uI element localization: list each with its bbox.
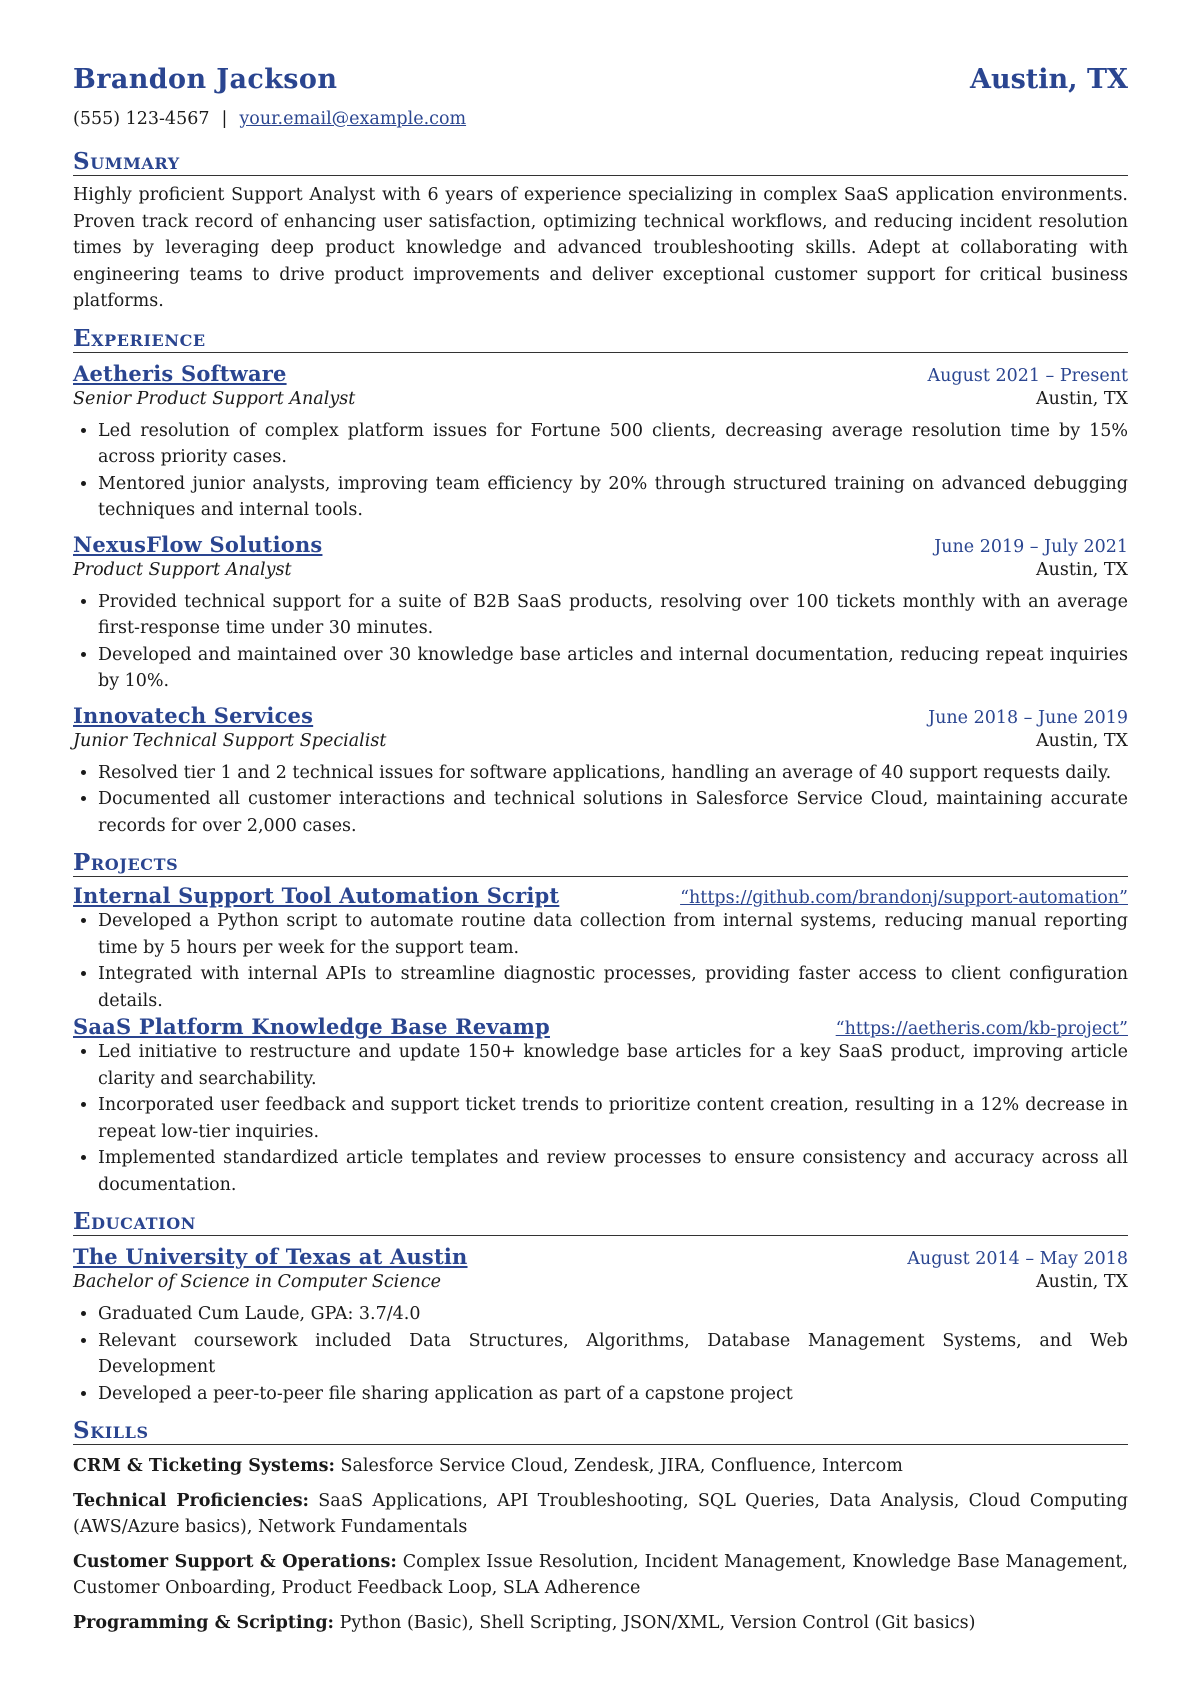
skill-group — [73, 1549, 1128, 1602]
bullet-item: • Led initiative to restructure and update 150+ knowledge base articles for a key SaaS product, improving article clarity and searchability. — [98, 1039, 1128, 1092]
summary-text: Highly proficient Support Analyst with 6 years of experience specializing in complex SaaS application environments. Proven track record of enhancing user satisfaction, optimizing technical workflows, and reducing incident resolution times by leveraging deep product knowledge and advanced troubleshooting skills. Adept at collaborating with engineering teams to drive product improvements and deliver exceptional customer support for critical business platforms. — [73, 185, 1128, 311]
bullet-item: • Led resolution of complex platform issues for Fortune 500 clients, decreasing average resolution time by 15% across priority cases. — [98, 418, 1128, 471]
experience-heading: Experience — [73, 326, 1128, 353]
bullet-item: • Integrated with internal APIs to streamline diagnostic processes, providing faster access to client configuration details. — [98, 961, 1128, 1014]
skill-group-label: CRM & Ticketing Systems: — [73, 1456, 335, 1476]
bullet-item: • Implemented standardized article templates and review processes to ensure consistency and accuracy across all documentation. — [98, 1145, 1128, 1198]
entry-dates: August 2014 – May 2018 — [907, 1249, 1128, 1269]
resume-content — [73, 64, 1128, 1636]
bullet-item: • Developed a Python script to automate routine data collection from internal systems, reducing manual reporting time by 5 hours per week for the support team. — [98, 908, 1128, 961]
skill-group-items: SaaS Applications, API Troubleshooting, SQL Queries, Data Analysis, Cloud Computing (AWS/Azure basics), Network Fundamentals — [73, 1490, 1128, 1537]
bullet-item: • Resolved tier 1 and 2 technical issues for software applications, handling an average of 40 support requests daily. — [98, 760, 1128, 787]
projects-heading: Projects — [73, 850, 1128, 877]
skills-heading: Skills — [73, 1418, 1128, 1445]
entry-dates: August 2021 – Present — [927, 365, 1128, 386]
project-title-link[interactable]: SaaS Platform Knowledge Base Revamp — [73, 1014, 550, 1039]
entry-subheader — [73, 1272, 1128, 1292]
candidate-name: Brandon Jackson — [73, 64, 338, 95]
contact-separator: | — [221, 109, 228, 129]
bullet-list — [73, 1301, 1128, 1407]
skill-group — [73, 1610, 1128, 1637]
entry-location: Austin, TX — [1035, 559, 1128, 580]
company-link[interactable]: Aetheris Software — [73, 360, 287, 386]
experience-entry — [73, 532, 1128, 695]
projects-section — [73, 850, 1128, 1198]
experience-entry — [73, 703, 1128, 840]
contact-line — [73, 109, 1128, 129]
skill-group-items: Complex Issue Resolution, Incident Management, Knowledge Base Management, Customer Onboarding, Product Feedback Loop, SLA Adherence — [73, 1551, 1128, 1598]
entry-header — [73, 532, 1128, 557]
candidate-location: Austin, TX — [970, 64, 1128, 95]
bullet-list — [73, 418, 1128, 524]
entry-subheader — [73, 731, 1128, 751]
degree-title: Bachelor of Science in Computer Science — [73, 1272, 442, 1292]
entry-subheader — [73, 560, 1128, 580]
phone-number: (555) 123-4567 — [73, 109, 210, 129]
project-header — [73, 883, 1128, 908]
project-url-link[interactable]: “https://aetheris.com/kb-project” — [835, 1019, 1128, 1039]
bullet-item: • Provided technical support for a suite of B2B SaaS products, resolving over 100 tickets monthly with an average first-response time under 30 minutes. — [98, 589, 1128, 642]
entry-location: Austin, TX — [1035, 730, 1128, 751]
project-header — [73, 1014, 1128, 1039]
summary-section — [73, 149, 1128, 315]
skill-group-items: Salesforce Service Cloud, Zendesk, JIRA, Confluence, Intercom — [340, 1456, 903, 1476]
bullet-list — [73, 589, 1128, 695]
project-entry — [73, 1014, 1128, 1198]
bullet-item: • Developed a peer-to-peer file sharing application as part of a capstone project — [98, 1381, 1128, 1408]
skills-section — [73, 1418, 1128, 1636]
bullet-item: • Incorporated user feedback and support ticket trends to prioritize content creation, resulting in a 12% decrease in repeat low-tier inquiries. — [98, 1092, 1128, 1145]
job-title: Product Support Analyst — [73, 559, 292, 580]
education-heading: Education — [73, 1209, 1128, 1236]
email-link[interactable]: your.email@example.com — [239, 109, 467, 129]
job-title: Junior Technical Support Specialist — [73, 730, 387, 751]
entry-subheader — [73, 389, 1128, 409]
entry-header — [73, 703, 1128, 728]
project-entry — [73, 883, 1128, 1014]
education-section — [73, 1209, 1128, 1407]
entry-header — [73, 1244, 1128, 1269]
company-link[interactable]: NexusFlow Solutions — [73, 531, 323, 557]
summary-heading: Summary — [73, 149, 1128, 176]
entry-location: Austin, TX — [1035, 1272, 1128, 1292]
skill-group-label: Technical Proficiencies: — [73, 1490, 310, 1511]
bullet-list — [73, 908, 1128, 1014]
entry-header — [73, 361, 1128, 386]
skill-group-label: Programming & Scripting: — [73, 1612, 335, 1633]
skill-group — [73, 1488, 1128, 1541]
experience-section — [73, 326, 1128, 840]
bullet-list — [73, 1039, 1128, 1198]
skill-group-items: Python (Basic), Shell Scripting, JSON/XML, Version Control (Git basics) — [339, 1612, 976, 1633]
bullet-item: • Graduated Cum Laude, GPA: 3.7/4.0 — [98, 1301, 1128, 1328]
skill-group — [73, 1453, 1128, 1480]
resume-header — [73, 64, 1128, 95]
bullet-list — [73, 760, 1128, 840]
bullet-item: • Relevant coursework included Data Structures, Algorithms, Database Management Systems, and Web Development — [98, 1328, 1128, 1381]
bullet-item: • Documented all customer interactions and technical solutions in Salesforce Service Cloud, maintaining accurate records for over 2,000 cases. — [98, 786, 1128, 839]
entry-location: Austin, TX — [1035, 388, 1128, 409]
project-title-link[interactable]: Internal Support Tool Automation Script — [73, 883, 560, 908]
job-title: Senior Product Support Analyst — [73, 388, 356, 409]
skill-group-label: Customer Support & Operations: — [73, 1551, 397, 1572]
school-link[interactable]: The University of Texas at Austin — [73, 1244, 468, 1269]
bullet-item: • Developed and maintained over 30 knowledge base articles and internal documentation, reducing repeat inquiries by 10%. — [98, 642, 1128, 695]
project-url-link[interactable]: “https://github.com/brandonj/support-automation” — [680, 888, 1128, 908]
entry-dates: June 2019 – July 2021 — [934, 536, 1128, 557]
experience-entry — [73, 361, 1128, 524]
entry-dates: June 2018 – June 2019 — [928, 707, 1128, 728]
company-link[interactable]: Innovatech Services — [73, 702, 314, 728]
bullet-item: • Mentored junior analysts, improving team efficiency by 20% through structured training on advanced debugging techniques and internal tools. — [98, 471, 1128, 524]
